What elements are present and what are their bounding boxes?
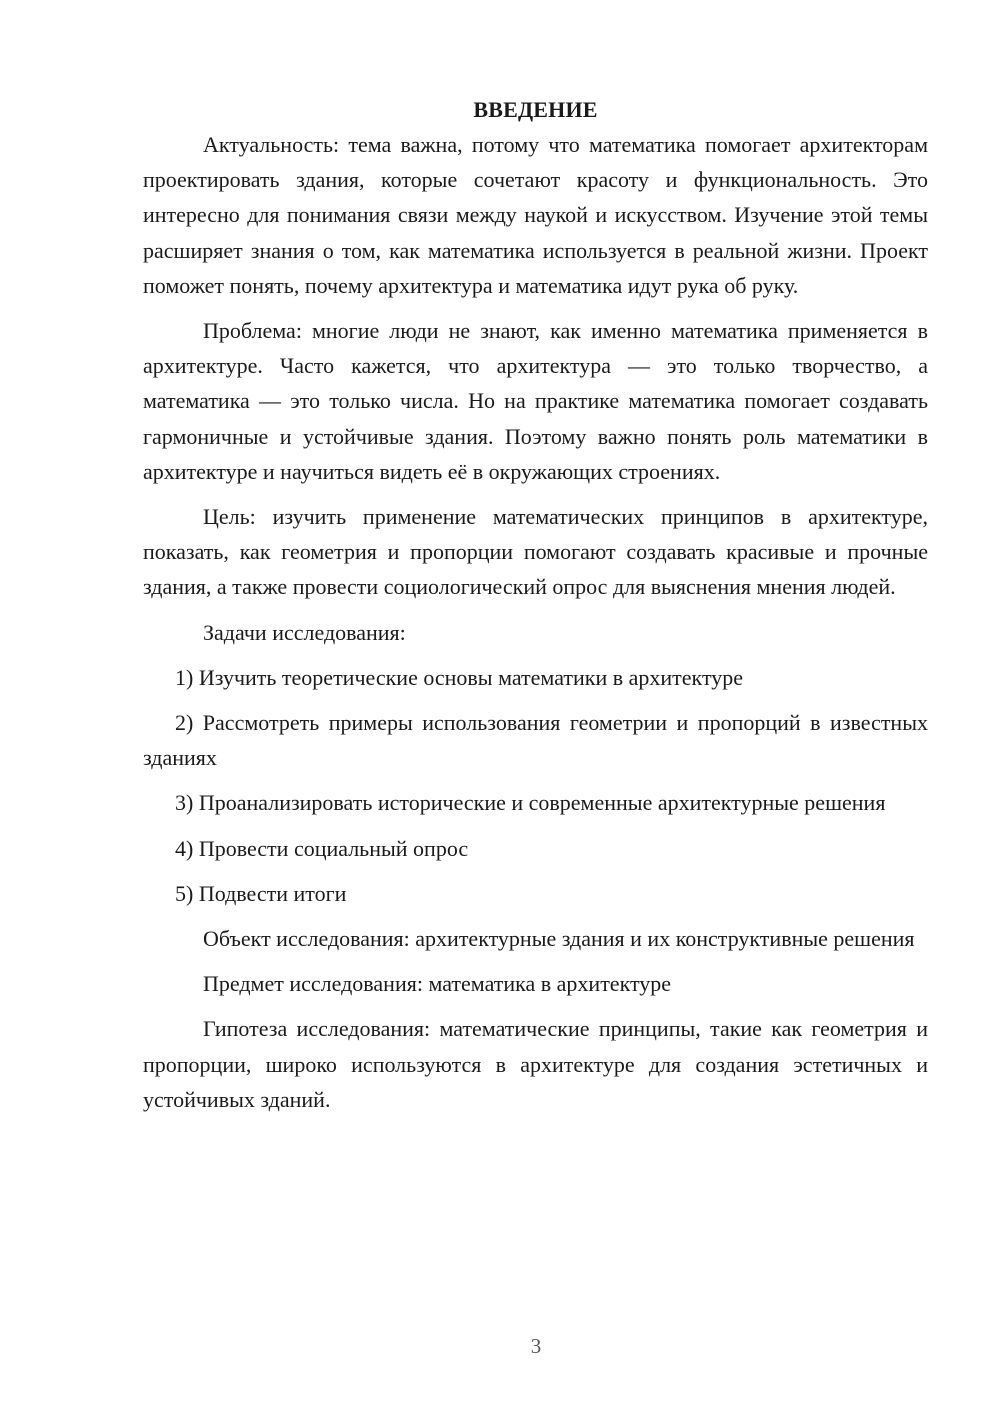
task-item-2: 2) Рассмотреть примеры использования геометрии и пропорций в известных зданиях — [143, 710, 928, 771]
task-item-5: 5) Подвести итоги — [175, 880, 347, 906]
task-item-4: 4) Провести социальный опрос — [175, 835, 469, 861]
goal-paragraph: Цель: изучить применение математических принципов в архитектуре, показать, как геометрия и пропорции помогают создавать красивые и прочные здания, а также провести социологический опрос для выяснения мнения людей. — [143, 504, 928, 600]
section-heading: ВВЕДЕНИЕ — [473, 97, 598, 122]
task-item-3: 3) Проанализировать исторические и современные архитектурные решения — [175, 790, 886, 816]
task-item-1: 1) Изучить теоретические основы математики в архитектуре — [175, 664, 744, 690]
hypothesis-paragraph: Гипотеза исследования: математические принципы, такие как геометрия и пропорции, широко используются в архитектуре для создания эстетичных и устойчивых зданий. — [143, 1016, 928, 1112]
object-paragraph: Объект исследования: архитектурные здания и их конструктивные решения — [203, 926, 915, 952]
tasks-title: Задачи исследования: — [203, 619, 406, 645]
problem-paragraph: Проблема: многие люди не знают, как именно математика применяется в архитектуре. Часто кажется, что архитектура — это только творчество, а математика — это только числа. Но на практике математика помогает создавать гармоничные и устойчивые здания. Поэтому важно понять роль математики в архитектуре и научиться видеть её в окружающих строениях. — [143, 318, 928, 484]
subject-paragraph: Предмет исследования: математика в архитектуре — [203, 971, 672, 997]
document-page — [143, 92, 928, 1127]
relevance-paragraph: Актуальность: тема важна, потому что математика помогает архитекторам проектировать здания, которые сочетают красоту и функциональность. Это интересно для понимания связи между наукой и искусством. Изучение этой темы расширяет знания о том, как математика используется в реальной жизни. Проект поможет понять, почему архитектура и математика идут рука об руку. — [143, 132, 928, 298]
page-number: 3 — [530, 1334, 542, 1358]
